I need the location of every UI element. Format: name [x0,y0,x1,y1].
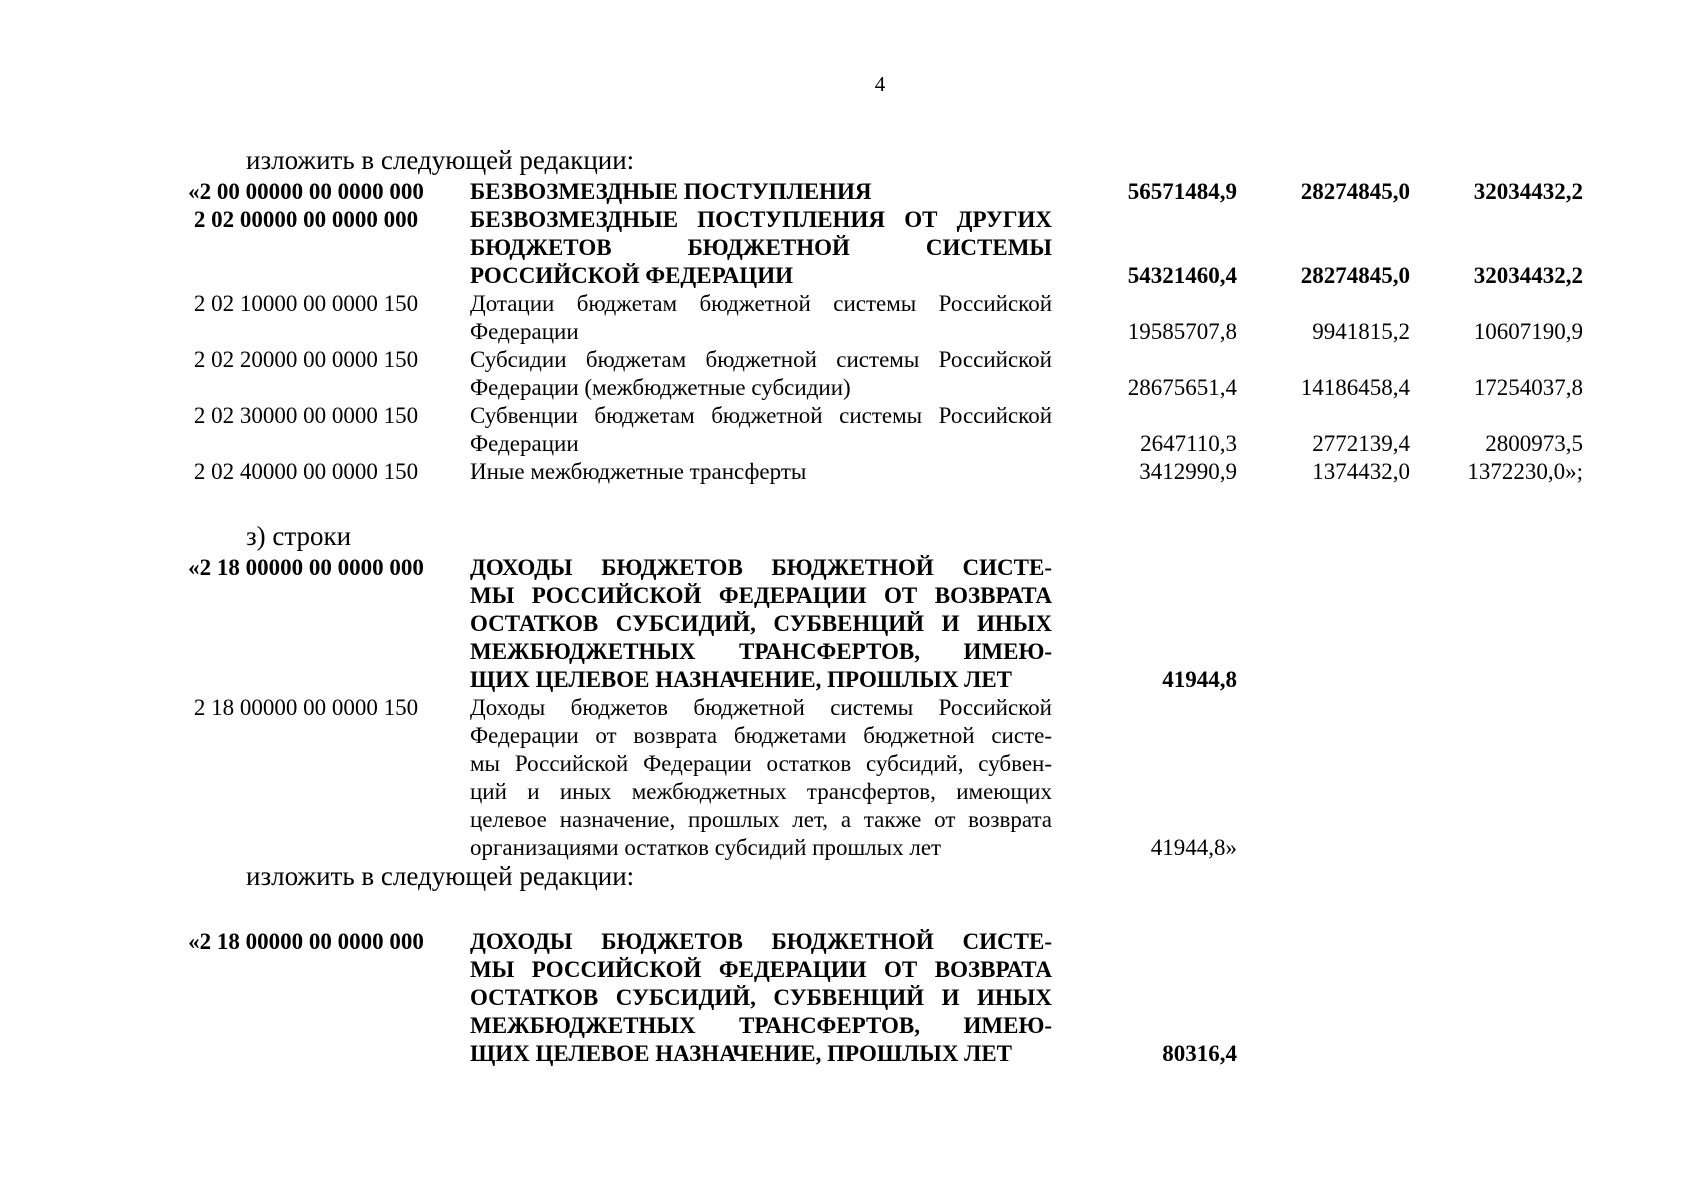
value-col3: 1372230,0»; [1467,459,1583,484]
section3-intro: изложить в следующей редакции: [246,861,635,891]
value-col3: 32034432,2 [1473,179,1583,204]
value-col2: 9941815,2 [1312,319,1410,344]
row-code: 2 02 30000 00 0000 150 [193,403,419,428]
section1-intro: изложить в следующей редакции: [246,145,635,175]
row-description: Субсидии бюджетам бюджетной системы Российской Федерации (межбюджетные субсидии) [470,347,1052,400]
row-description: Доходы бюджетов бюджетной системы Российской Федерации от возврата бюджетами бюджетной систе- мы Российской Федерации остатков субсидий, субвен- ций и иных межбюджетных трансфертов, имеющих целевое назначение, прошлых лет, а также от возврата организациями остатков субсидий прошлых лет [470,695,1052,860]
row-code: «2 18 00000 00 0000 000 [188,555,424,580]
value-col2: 28274845,0 [1300,263,1410,288]
value-col3: 10607190,9 [1473,319,1583,344]
row-code: 2 02 40000 00 0000 150 [193,459,419,484]
row-description: Субвенции бюджетам бюджетной системы Российской Федерации [470,403,1052,456]
row-description: Дотации бюджетам бюджетной системы Российской Федерации [470,291,1052,344]
value-col1: 80316,4 [1162,1041,1237,1066]
row-description: ДОХОДЫ БЮДЖЕТОВ БЮДЖЕТНОЙ СИСТЕ- МЫ РОССИЙСКОЙ ФЕДЕРАЦИИ ОТ ВОЗВРАТА ОСТАТКОВ СУБСИДИЙ, СУБВЕНЦИЙ И ИНЫХ МЕЖБЮДЖЕТНЫХ ТРАНСФЕРТОВ, ИМЕЮ- ЩИХ ЦЕЛЕВОЕ НАЗНАЧЕНИЕ, ПРОШЛЫХ ЛЕТ [470,929,1052,1066]
value-col2: 2772139,4 [1312,431,1410,456]
value-col2: 1374432,0 [1312,459,1410,484]
row-description: БЕЗВОЗМЕЗДНЫЕ ПОСТУПЛЕНИЯ ОТ ДРУГИХ БЮДЖЕТОВ БЮДЖЕТНОЙ СИСТЕМЫ РОССИЙСКОЙ ФЕДЕРАЦИИ [470,207,1052,288]
row-code: «2 18 00000 00 0000 000 [188,929,424,954]
row-code: 2 18 00000 00 0000 150 [193,695,419,720]
row-code: 2 02 10000 00 0000 150 [193,291,419,316]
value-col1: 3412990,9 [1139,459,1237,484]
section2-intro: з) строки [246,521,352,551]
row-code: 2 02 00000 00 0000 000 [193,207,419,232]
value-col3: 32034432,2 [1473,263,1583,288]
row-code: «2 00 00000 00 0000 000 [188,179,424,204]
value-col1: 41944,8» [1150,835,1237,860]
value-col1: 41944,8 [1162,667,1237,692]
value-col1: 2647110,3 [1140,431,1237,456]
row-code: 2 02 20000 00 0000 150 [193,347,419,372]
value-col1: 28675651,4 [1127,375,1237,400]
page-number: 4 [874,72,886,96]
value-col1: 19585707,8 [1127,319,1237,344]
row-description: Иные межбюджетные трансферты [470,459,807,484]
value-col1: 54321460,4 [1127,263,1237,288]
value-col2: 14186458,4 [1300,375,1410,400]
value-col1: 56571484,9 [1127,179,1237,204]
row-description: БЕЗВОЗМЕЗДНЫЕ ПОСТУПЛЕНИЯ [470,179,872,204]
value-col3: 2800973,5 [1485,431,1583,456]
value-col2: 28274845,0 [1300,179,1410,204]
value-col3: 17254037,8 [1473,375,1583,400]
row-description: ДОХОДЫ БЮДЖЕТОВ БЮДЖЕТНОЙ СИСТЕ- МЫ РОССИЙСКОЙ ФЕДЕРАЦИИ ОТ ВОЗВРАТА ОСТАТКОВ СУБСИДИЙ, СУБВЕНЦИЙ И ИНЫХ МЕЖБЮДЖЕТНЫХ ТРАНСФЕРТОВ, ИМЕЮ- ЩИХ ЦЕЛЕВОЕ НАЗНАЧЕНИЕ, ПРОШЛЫХ ЛЕТ [470,555,1052,692]
